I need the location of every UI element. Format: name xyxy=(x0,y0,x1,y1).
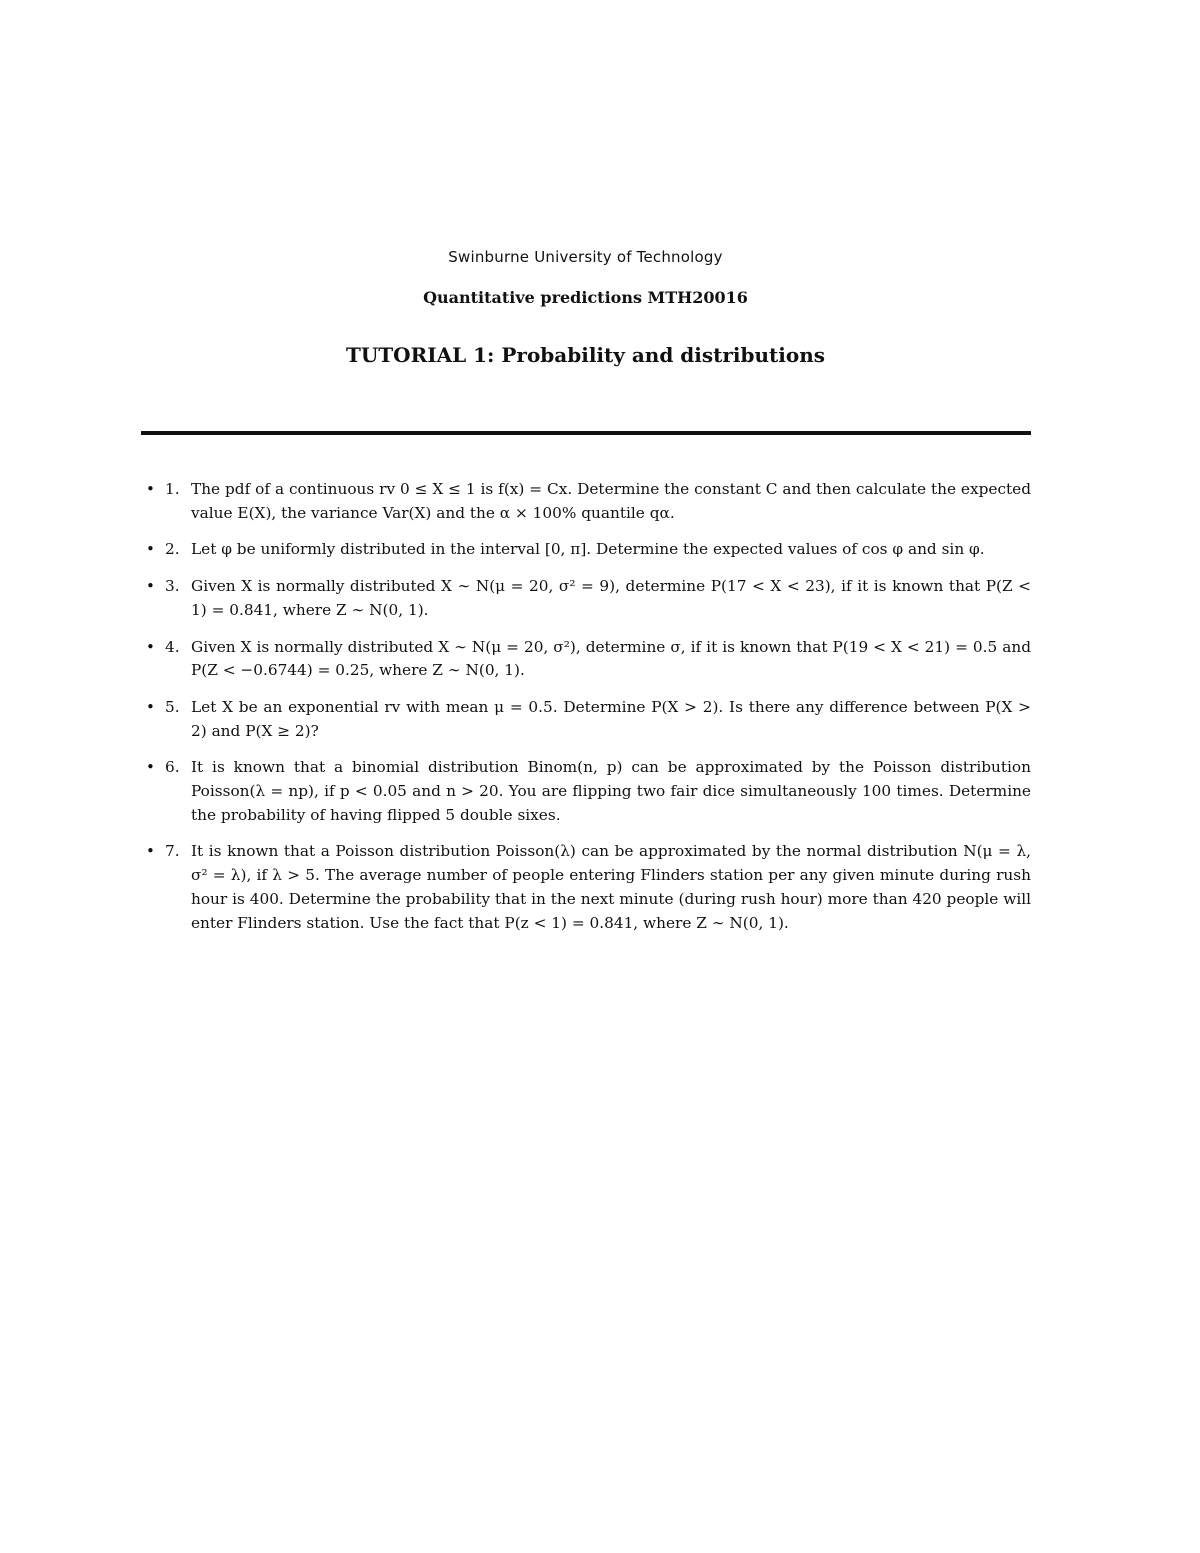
horizontal-rule xyxy=(141,431,1031,435)
problem-number: 2. xyxy=(165,540,180,559)
problem-text: It is known that a binomial distribution Binom(n, p) can be approximated by the Poisson distribution Poisson(λ = np), if p < 0.05 and n > 20. You are flipping two fair dice simultaneously 100 times. Determine the probability of having flipped 5 double sixes. xyxy=(191,758,1031,824)
bullet-icon: • xyxy=(146,540,155,559)
problem-item-7 xyxy=(141,840,1031,935)
bullet-icon: • xyxy=(146,758,155,777)
problem-text: It is known that a Poisson distribution Poisson(λ) can be approximated by the normal distribution N(μ = λ, σ² = λ), if λ > 5. The average number of people entering Flinders station per any given minute during rush hour is 400. Determine the probability that in the next minute (during rush hour) more than 420 people will enter Flinders station. Use the fact that P(z < 1) = 0.841, where Z ∼ N(0, 1). xyxy=(191,842,1031,932)
problem-text: The pdf of a continuous rv 0 ≤ X ≤ 1 is f(x) = Cx. Determine the constant C and then calculate the expected value E(X), the variance Var(X) and the α × 100% quantile qα. xyxy=(191,480,1031,522)
problem-number: 4. xyxy=(165,637,180,656)
bullet-icon: • xyxy=(146,697,155,716)
problem-number: 6. xyxy=(165,758,180,777)
problem-item-6 xyxy=(141,756,1031,827)
problem-item-5 xyxy=(141,696,1031,743)
bullet-icon: • xyxy=(146,480,155,498)
problem-number: 3. xyxy=(165,577,180,596)
problem-text: Given X is normally distributed X ∼ N(μ = 20, σ²), determine σ, if it is known that P(19 < X < 21) = 0.5 and P(Z < −0.6744) = 0.25, where Z ∼ N(0, 1). xyxy=(191,637,1031,680)
problem-item-4 xyxy=(141,636,1031,683)
problem-number: 1. xyxy=(165,480,180,498)
problem-number: 5. xyxy=(165,697,180,716)
problem-item-1 xyxy=(141,478,1031,525)
problem-text: Given X is normally distributed X ∼ N(μ = 20, σ² = 9), determine P(17 < X < 23), if it is known that P(Z < 1) = 0.841, where Z ∼ N(0, 1). xyxy=(191,577,1031,619)
problem-number: 7. xyxy=(165,842,180,861)
institution-name: Swinburne University of Technology xyxy=(448,248,723,266)
course-title: Quantitative predictions MTH20016 xyxy=(423,288,748,307)
bullet-icon: • xyxy=(146,577,155,596)
problem-list xyxy=(141,478,1031,948)
problem-text: Let φ be uniformly distributed in the interval [0, π]. Determine the expected values of cos φ and sin φ. xyxy=(191,540,985,559)
problem-item-3 xyxy=(141,575,1031,622)
problem-item-2 xyxy=(141,538,1031,562)
bullet-icon: • xyxy=(146,637,155,656)
tutorial-title: TUTORIAL 1: Probability and distributions xyxy=(345,343,826,367)
problem-text: Let X be an exponential rv with mean μ = 0.5. Determine P(X > 2). Is there any difference between P(X > 2) and P(X ≥ 2)? xyxy=(191,697,1031,740)
bullet-icon: • xyxy=(146,842,155,861)
